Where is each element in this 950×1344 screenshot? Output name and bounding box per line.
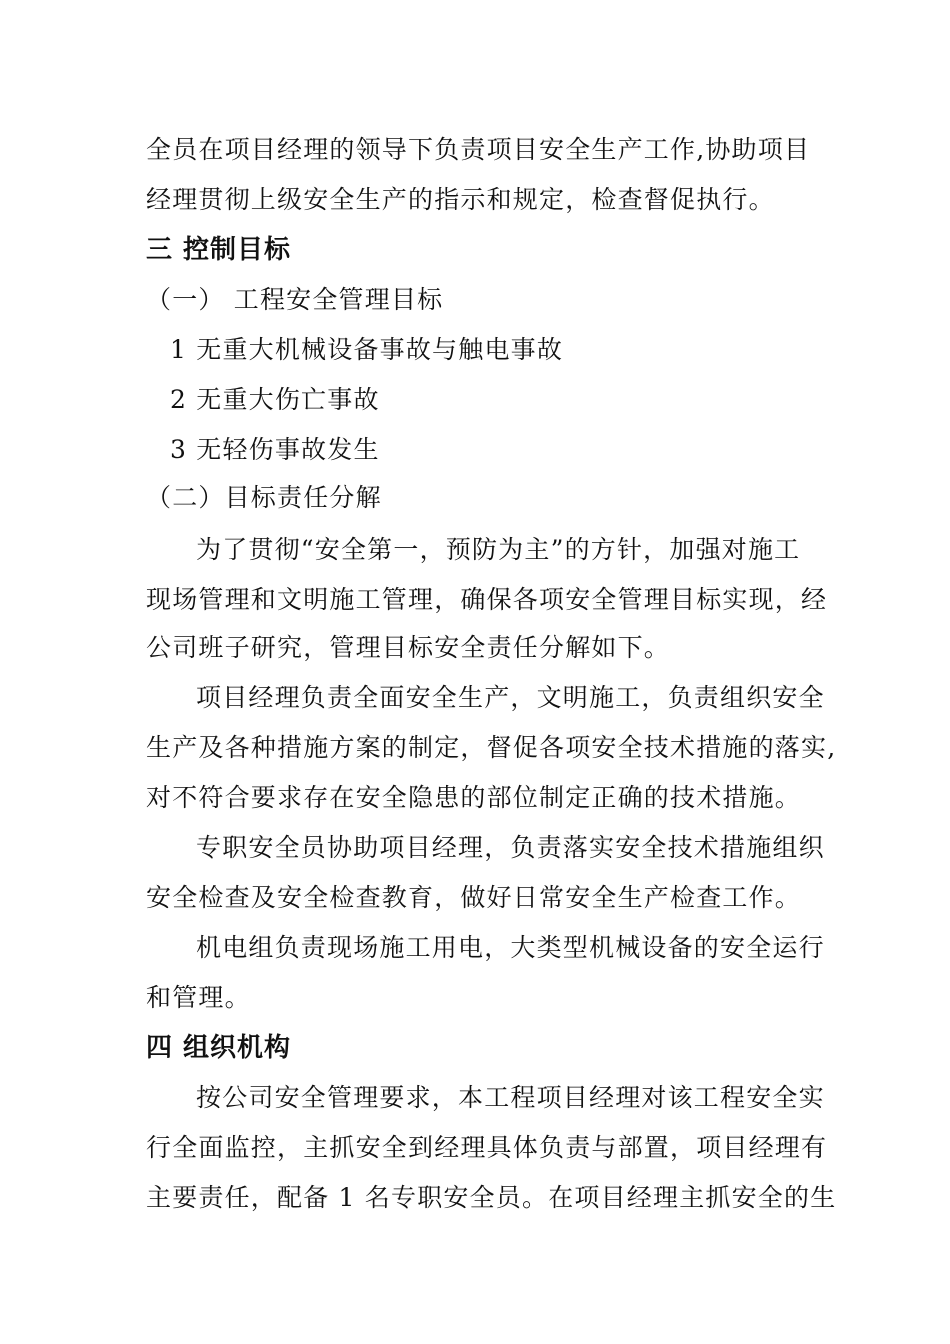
- list-item: 2 无重大伤亡事故: [170, 385, 380, 414]
- paragraph-line: 主要责任，配备 1 名专职安全员。在项目经理主抓安全的生: [146, 1183, 837, 1212]
- paragraph-line: 项目经理负责全面安全生产，文明施工，负责组织安全: [196, 683, 825, 712]
- paragraph-line: 经理贯彻上级安全生产的指示和规定，检查督促执行。: [146, 185, 775, 214]
- paragraph-line: 现场管理和文明施工管理，确保各项安全管理目标实现，经: [146, 585, 828, 614]
- subsection-heading: （二）目标责任分解: [146, 483, 382, 512]
- list-item: 3 无轻伤事故发生: [170, 435, 380, 464]
- paragraph-line: 机电组负责现场施工用电，大类型机械设备的安全运行: [196, 933, 825, 962]
- list-item: 1 无重大机械设备事故与触电事故: [170, 335, 564, 364]
- section-heading-organization: 四 组织机构: [146, 1033, 292, 1063]
- paragraph-line: 对不符合要求存在安全隐患的部位制定正确的技术措施。: [146, 783, 802, 812]
- paragraph-line: 按公司安全管理要求，本工程项目经理对该工程安全实: [196, 1083, 825, 1112]
- paragraph-line: 生产及各种措施方案的制定，督促各项安全技术措施的落实,: [146, 733, 837, 762]
- section-heading-control-goals: 三 控制目标: [146, 235, 292, 265]
- paragraph-line: 专职安全员协助项目经理，负责落实安全技术措施组织: [196, 833, 825, 862]
- paragraph-line: 和管理。: [146, 983, 251, 1012]
- paragraph-line: 全员在项目经理的领导下负责项目安全生产工作,协助项目: [146, 135, 811, 164]
- paragraph-line: 公司班子研究，管理目标安全责任分解如下。: [146, 633, 671, 662]
- subsection-heading: （一） 工程安全管理目标: [146, 285, 444, 314]
- paragraph-line: 为了贯彻“安全第一，预防为主”的方针，加强对施工: [196, 535, 801, 564]
- paragraph-line: 行全面监控，主抓安全到经理具体负责与部置，项目经理有: [146, 1133, 828, 1162]
- paragraph-line: 安全检查及安全检查教育，做好日常安全生产检查工作。: [146, 883, 802, 912]
